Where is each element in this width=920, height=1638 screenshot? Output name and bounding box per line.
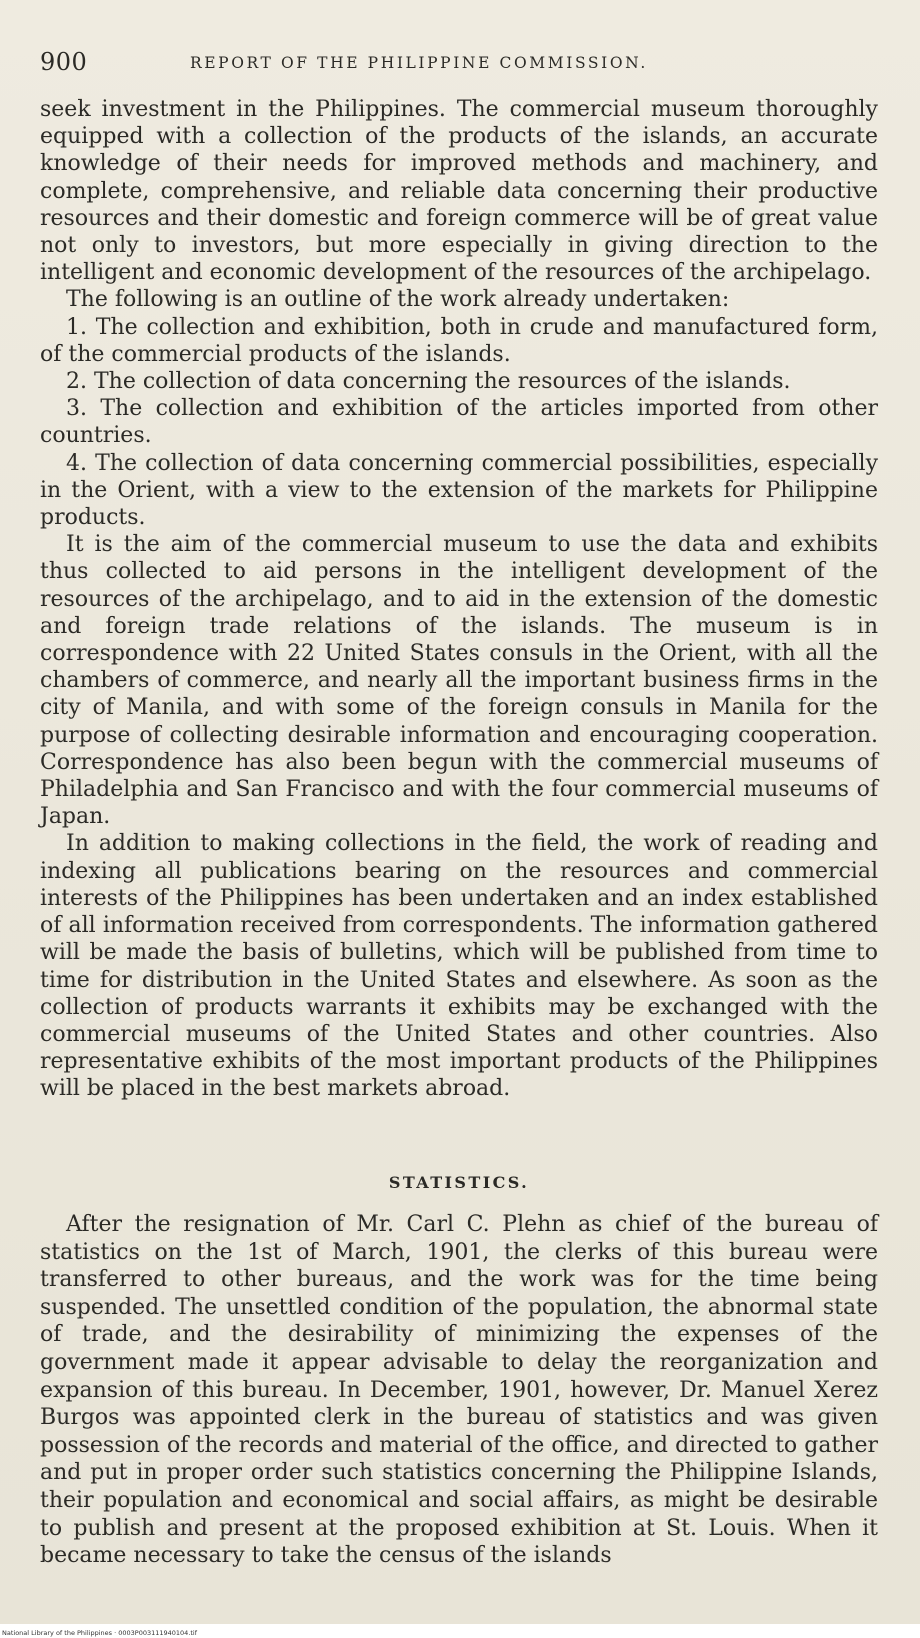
list-item: 1. The collection and exhibition, both in crude and manufactured form, of the commercial products of the islands. — [40, 314, 878, 367]
paragraph-collections: In addition to making collections in the field, the work of reading and indexing all publications bearing on the resources and commercial interests of the Philippines has been undertaken and an index established of all information received from correspondents. The information gathered will be made the basis of bulletins, which will be published from time to time for distribution in the United States and elsewhere. As soon as the collection of products warrants it exhibits may be exchanged with the commercial museums of the United States and other countries. Also representative exhibits of the most important products of the Philippines will be placed in the best markets abroad. — [40, 831, 878, 1102]
scan-footer-strip — [0, 1624, 920, 1638]
list-item: 4. The collection of data concerning commercial possibilities, especially in the Orient, with a view to the extension of the markets for Philippine products. — [40, 450, 878, 531]
list-item: 2. The collection of data concerning the resources of the islands. — [66, 369, 791, 395]
paragraph-outline-intro: The following is an outline of the work already undertaken: — [66, 287, 730, 313]
paragraph-museum-aim: It is the aim of the commercial museum to use the data and exhibits thus collected to aid persons in the intelligent development of the resources of the archipelago, and to aid in the extension of the domestic and foreign trade relations of the islands. The museum is in correspondence with 22 United States consuls in the Orient, with all the chambers of commerce, and nearly all the important business firms in the city of Manila, and with some of the foreign consuls in Manila for the purpose of collecting desirable information and encouraging cooperation. Correspondence has also been begun with the commercial museums of Philadelphia and San Francisco and with the four commercial museums of Japan. — [40, 532, 878, 830]
page-number: 900 — [40, 48, 88, 76]
scan-credit: National Library of the Philippines · 0003P003111940104.tif — [2, 1629, 198, 1637]
paragraph-continued: seek investment in the Philippines. The commercial museum thoroughly equipped with a collection of the products of the islands, an accurate knowledge of their needs for improved methods and machinery, and complete, comprehensive, and reliable data concerning their productive resources and their domestic and foreign commerce will be of great value not only to investors, but more especially in giving direction to the intelligent and economic development of the resources of the archipelago. — [40, 97, 878, 286]
page-header — [40, 48, 880, 78]
list-item: 3. The collection and exhibition of the articles imported from other countries. — [40, 396, 878, 449]
section-text — [40, 1211, 878, 1570]
body-text — [40, 96, 878, 1103]
running-title: REPORT OF THE PHILIPPINE COMMISSION. — [190, 54, 648, 72]
paragraph-statistics: After the resignation of Mr. Carl C. Plehn as chief of the bureau of statistics on the 1st of March, 1901, the clerks of this bureau were transferred to other bureaus, and the work was for the time being suspended. The unsettled condition of the population, the abnormal state of trade, and the desirability of minimizing the expenses of the government made it appear advisable to delay the reorganization and expansion of this bureau. In December, 1901, however, Dr. Manuel Xerez Burgos was appointed clerk in the bureau of statistics and was given possession of the records and material of the office, and directed to gather and put in proper order such statistics concerning the Philippine Islands, their population and economical and social affairs, as might be desirable to publish and present at the proposed exhibition at St. Louis. When it became necessary to take the census of the islands — [40, 1212, 878, 1569]
section-heading-statistics: STATISTICS. — [388, 1173, 530, 1192]
